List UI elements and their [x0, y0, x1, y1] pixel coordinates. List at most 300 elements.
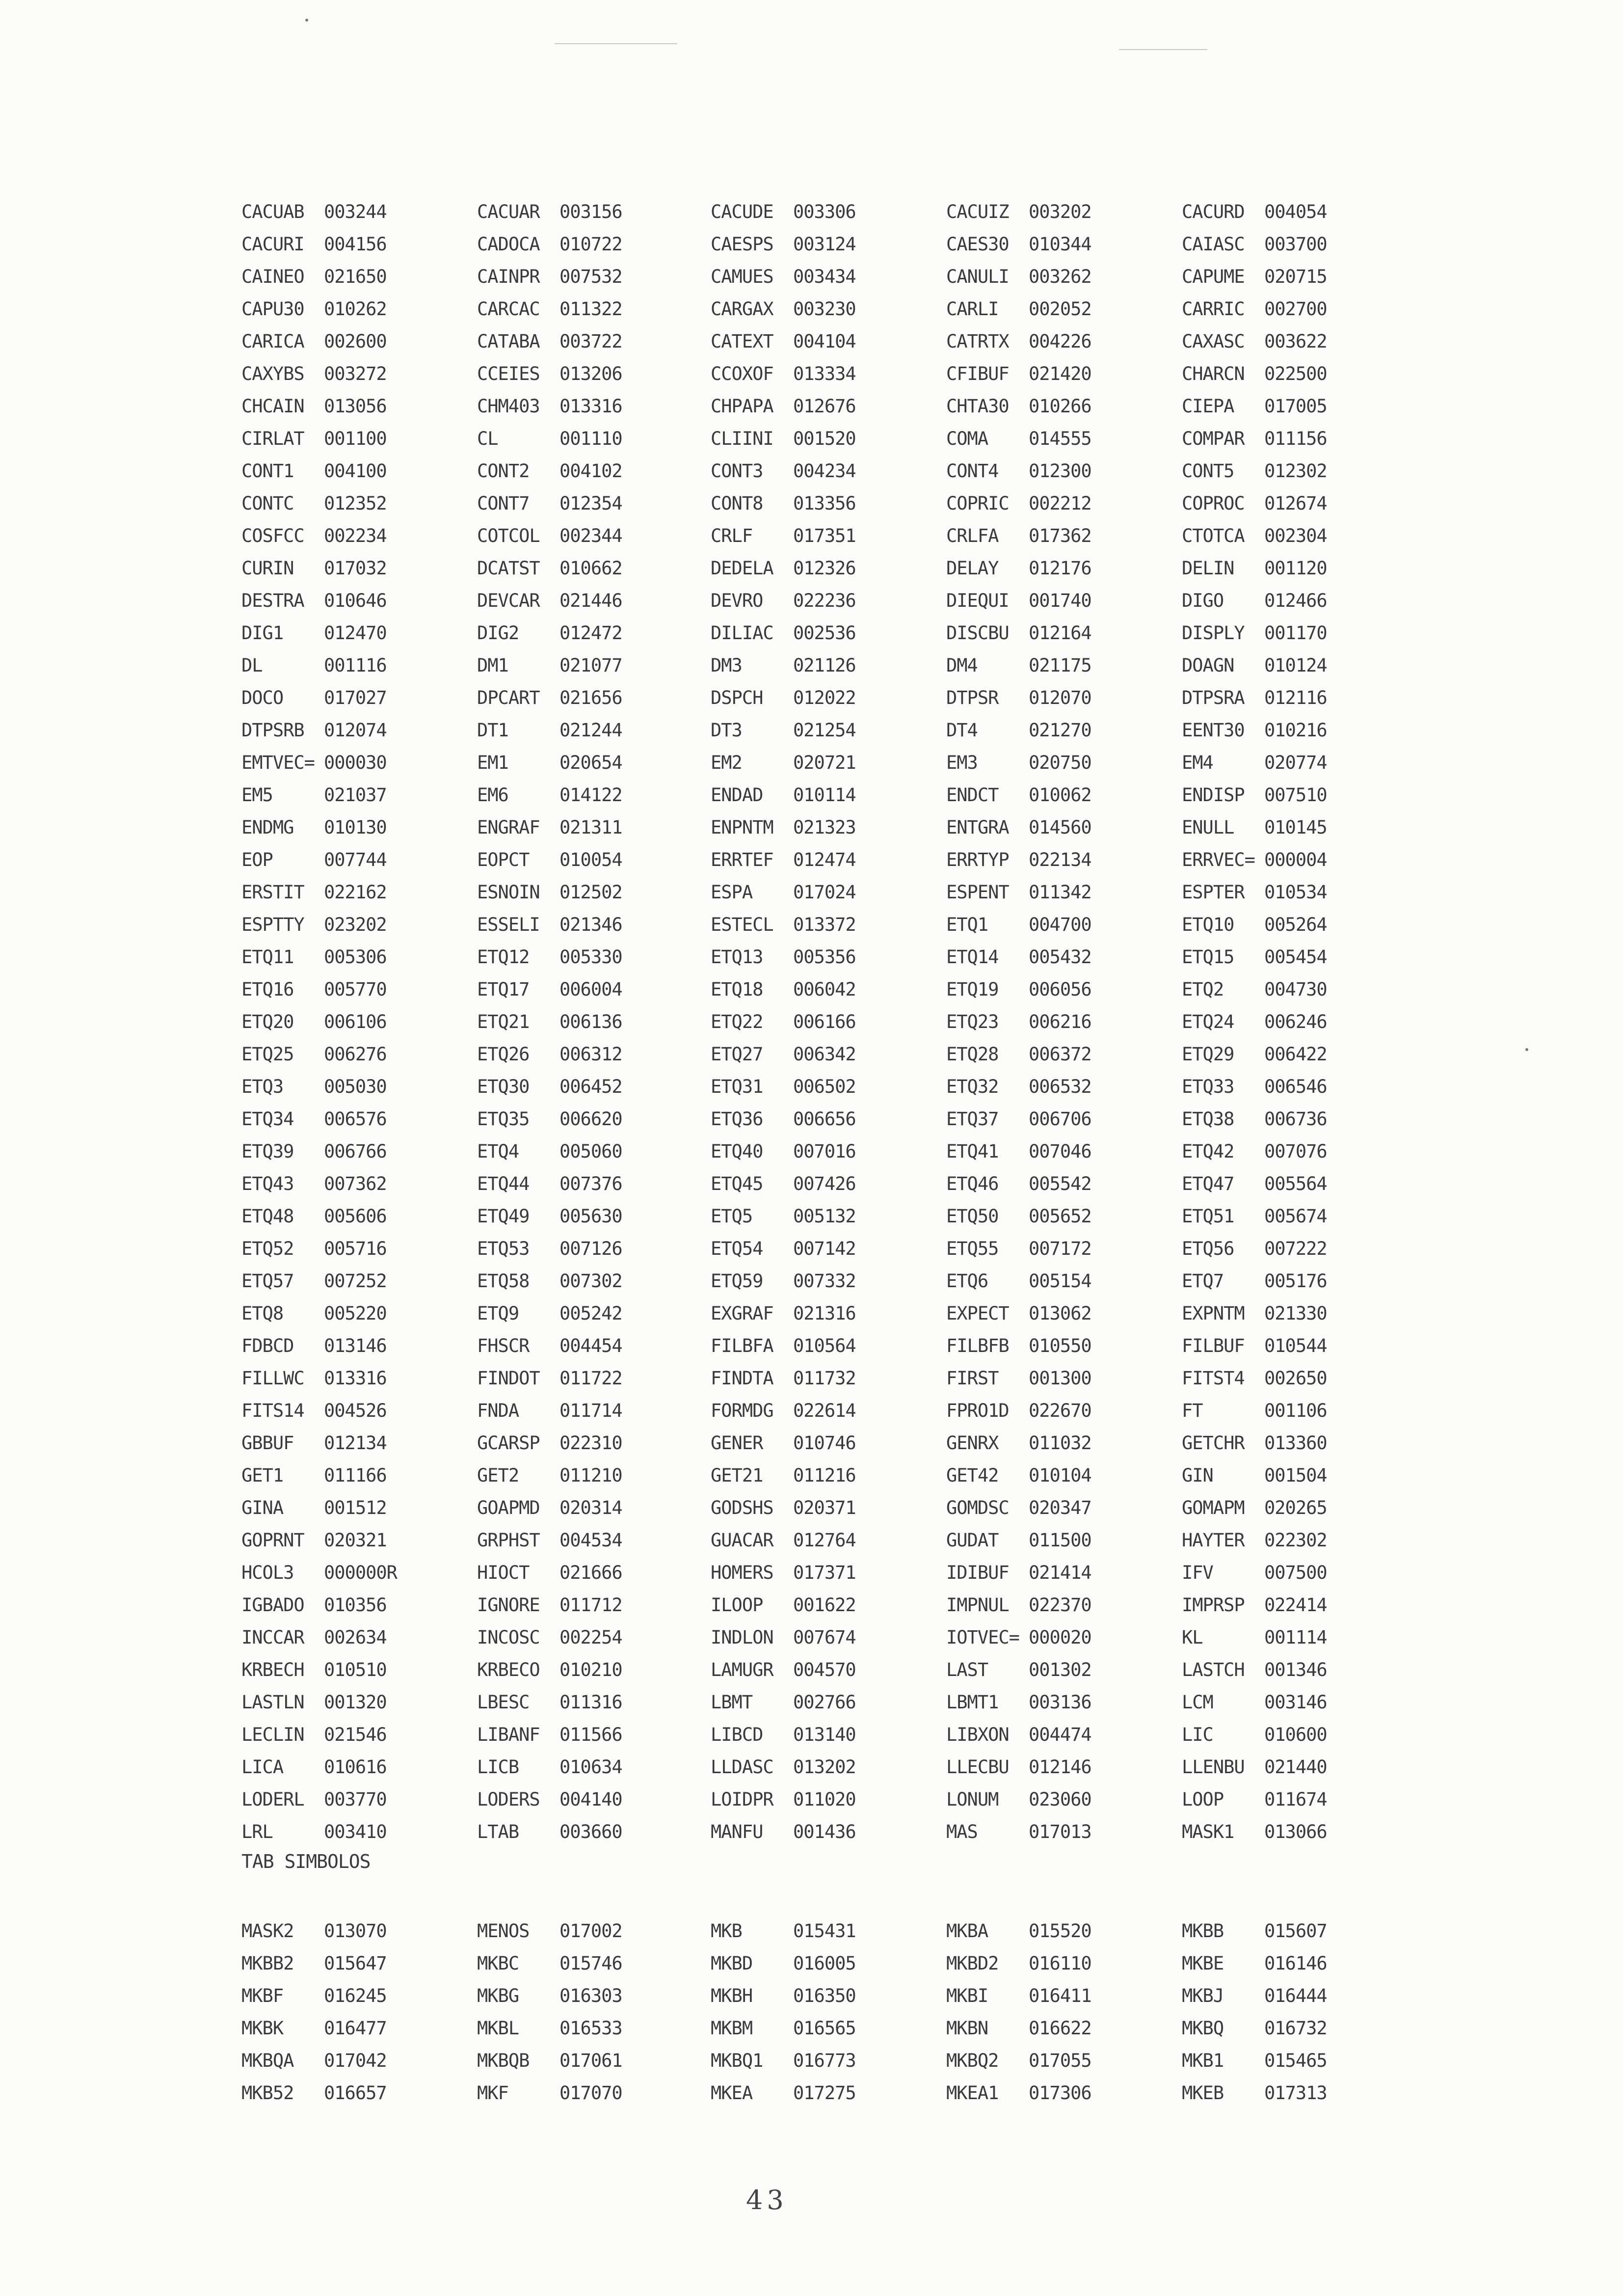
symbol-address: 017362: [1029, 525, 1091, 546]
symbol-name: MASK1: [1182, 1821, 1234, 1842]
symbol-entry: [1182, 1915, 1408, 1947]
symbol-name: CAMUES: [711, 266, 773, 287]
symbol-name: CATEXT: [711, 330, 773, 352]
symbol-entry: [711, 1167, 936, 1200]
symbol-entry: [1182, 1653, 1408, 1686]
symbol-address: 012302: [1264, 460, 1327, 482]
symbol-name: CAESPS: [711, 233, 773, 255]
symbol-name: DISPLY: [1182, 622, 1245, 644]
symbol-entry: [946, 1329, 1172, 1362]
symbol-entry: [711, 973, 936, 1005]
symbol-name: ETQ56: [1182, 1238, 1234, 1259]
symbol-address: 021254: [793, 719, 856, 741]
symbol-name: DTPSRB: [241, 719, 304, 741]
symbol-name: ETQ41: [946, 1140, 999, 1162]
symbol-address: 017005: [1264, 395, 1327, 417]
symbol-address: 006312: [559, 1043, 622, 1065]
symbol-name: CANULI: [946, 266, 1009, 287]
symbol-entry: [241, 941, 467, 973]
symbol-name: ESTECL: [711, 914, 773, 935]
page-number: 43: [746, 2185, 788, 2215]
symbol-address: 013316: [559, 395, 622, 417]
symbol-entry: [241, 779, 467, 811]
symbol-name: ETQ57: [241, 1270, 294, 1292]
symbol-address: 011216: [793, 1464, 856, 1486]
symbol-entry: [711, 1459, 936, 1491]
symbol-column: [946, 1915, 1172, 2109]
symbol-entry: [711, 843, 936, 876]
symbol-name: ETQ51: [1182, 1205, 1234, 1227]
symbol-name: CONT3: [711, 460, 763, 482]
symbol-name: IGBADO: [241, 1594, 304, 1616]
symbol-entry: [477, 1135, 703, 1167]
symbol-entry: [477, 843, 703, 876]
symbol-name: MKBQ1: [711, 2050, 763, 2071]
symbol-address: 017351: [793, 525, 856, 546]
symbol-name: ETQ1: [946, 914, 988, 935]
symbol-address: 013140: [793, 1724, 856, 1745]
symbol-name: FORMDG: [711, 1400, 773, 1421]
symbol-address: 001436: [793, 1821, 856, 1842]
symbol-entry: [711, 293, 936, 325]
symbol-entry: [477, 681, 703, 714]
symbol-name: ETQ49: [477, 1205, 530, 1227]
symbol-name: ETQ10: [1182, 914, 1234, 935]
symbol-address: 005674: [1264, 1205, 1327, 1227]
symbol-address: 010662: [559, 557, 622, 579]
symbol-address: 003272: [324, 363, 387, 384]
symbol-entry: [946, 811, 1172, 843]
symbol-entry: [1182, 908, 1408, 941]
symbol-name: IOTVEC=: [946, 1626, 1019, 1648]
symbol-address: 007426: [793, 1173, 856, 1194]
symbol-entry: [711, 1589, 936, 1621]
symbol-name: COMA: [946, 428, 988, 449]
symbol-address: 006736: [1264, 1108, 1327, 1130]
symbol-address: 006106: [324, 1011, 387, 1032]
symbol-entry: [477, 325, 703, 357]
symbol-entry: [946, 1947, 1172, 1979]
symbol-address: 002234: [324, 525, 387, 546]
symbol-address: 006532: [1029, 1076, 1091, 1097]
symbol-entry: [711, 876, 936, 908]
symbol-entry: [711, 649, 936, 681]
symbol-name: DTPSRA: [1182, 687, 1245, 708]
symbol-name: COSFCC: [241, 525, 304, 546]
symbol-entry: [711, 1621, 936, 1653]
symbol-name: CHM403: [477, 395, 540, 417]
symbol-address: 002700: [1264, 298, 1327, 320]
symbol-entry: [1182, 1427, 1408, 1459]
symbol-address: 016773: [793, 2050, 856, 2071]
symbol-entry: [241, 1556, 467, 1589]
symbol-name: GOAPMD: [477, 1497, 540, 1518]
symbol-name: ESPA: [711, 881, 753, 903]
symbol-name: CARLI: [946, 298, 999, 320]
symbol-address: 001622: [793, 1594, 856, 1616]
symbol-address: 004104: [793, 330, 856, 352]
symbol-address: 016146: [1264, 1952, 1327, 1974]
symbol-address: 023060: [1029, 1788, 1091, 1810]
symbol-entry: [241, 422, 467, 455]
scan-artifact-line: [555, 43, 677, 44]
symbol-address: 012326: [793, 557, 856, 579]
symbol-address: 013316: [324, 1367, 387, 1389]
symbol-name: CIEPA: [1182, 395, 1234, 417]
symbol-address: 001114: [1264, 1626, 1327, 1648]
symbol-entry: [241, 1915, 467, 1947]
symbol-entry: [711, 1329, 936, 1362]
symbol-entry: [1182, 973, 1408, 1005]
symbol-entry: [477, 746, 703, 779]
symbol-entry: [946, 293, 1172, 325]
symbol-entry: [241, 228, 467, 260]
symbol-name: GOMAPM: [1182, 1497, 1245, 1518]
symbol-entry: [477, 1070, 703, 1103]
symbol-entry: [1182, 1265, 1408, 1297]
symbol-address: 010054: [559, 849, 622, 870]
symbol-name: ENULL: [1182, 816, 1234, 838]
symbol-column: [241, 1915, 467, 2109]
symbol-entry: [711, 390, 936, 422]
symbol-entry: [241, 325, 467, 357]
symbol-entry: [1182, 228, 1408, 260]
symbol-entry: [711, 1232, 936, 1265]
symbol-address: 002634: [324, 1626, 387, 1648]
symbol-address: 007172: [1029, 1238, 1091, 1259]
symbol-address: 017275: [793, 2082, 856, 2104]
symbol-name: CONTC: [241, 492, 294, 514]
symbol-entry: [1182, 1589, 1408, 1621]
symbol-entry: [241, 1265, 467, 1297]
symbol-entry: [241, 746, 467, 779]
symbol-address: 016732: [1264, 2017, 1327, 2039]
symbol-address: 003722: [559, 330, 622, 352]
symbol-column: [1182, 1915, 1408, 2109]
symbol-address: 022500: [1264, 363, 1327, 384]
symbol-address: 021311: [559, 816, 622, 838]
symbol-name: MAS: [946, 1821, 978, 1842]
symbol-name: CARGAX: [711, 298, 773, 320]
symbol-address: 006276: [324, 1043, 387, 1065]
symbol-entry: [241, 617, 467, 649]
symbol-address: 017306: [1029, 2082, 1091, 2104]
symbol-name: EM1: [477, 752, 508, 773]
symbol-entry: [241, 1815, 467, 1848]
symbol-address: 020750: [1029, 752, 1091, 773]
symbol-name: CONT7: [477, 492, 530, 514]
symbol-address: 004054: [1264, 201, 1327, 222]
symbol-entry: [241, 1686, 467, 1718]
symbol-column: [241, 195, 467, 1848]
symbol-address: 003146: [1264, 1691, 1327, 1713]
symbol-name: MKBD2: [946, 1952, 999, 1974]
symbol-address: 012674: [1264, 492, 1327, 514]
symbol-name: GOPRNT: [241, 1529, 304, 1551]
symbol-entry: [477, 1815, 703, 1848]
symbol-name: ETQ29: [1182, 1043, 1234, 1065]
symbol-address: 010616: [324, 1756, 387, 1778]
symbol-entry: [477, 1915, 703, 1947]
symbol-address: 017061: [559, 2050, 622, 2071]
symbol-entry: [946, 843, 1172, 876]
symbol-address: 002766: [793, 1691, 856, 1713]
symbol-name: IGNORE: [477, 1594, 540, 1616]
symbol-address: 013206: [559, 363, 622, 384]
symbol-address: 010104: [1029, 1464, 1091, 1486]
symbol-entry: [711, 2077, 936, 2109]
symbol-name: DIEQUI: [946, 590, 1009, 611]
symbol-name: ETQ53: [477, 1238, 530, 1259]
symbol-entry: [241, 357, 467, 390]
symbol-name: ERRVEC=: [1182, 849, 1255, 870]
symbol-entry: [241, 195, 467, 228]
symbol-address: 023202: [324, 914, 387, 935]
symbol-address: 011566: [559, 1724, 622, 1745]
symbol-entry: [1182, 1167, 1408, 1200]
symbol-name: EXPNTM: [1182, 1302, 1245, 1324]
symbol-address: 000030: [324, 752, 387, 773]
symbol-name: HOMERS: [711, 1562, 773, 1583]
symbol-name: IFV: [1182, 1562, 1213, 1583]
symbol-address: 002344: [559, 525, 622, 546]
symbol-name: CHPAPA: [711, 395, 773, 417]
symbol-name: DIG1: [241, 622, 284, 644]
symbol-address: 004454: [559, 1335, 622, 1356]
symbol-name: ETQ34: [241, 1108, 294, 1130]
symbol-address: 010344: [1029, 233, 1091, 255]
symbol-name: LAMUGR: [711, 1659, 773, 1680]
symbol-name: LOIDPR: [711, 1788, 773, 1810]
symbol-name: COPROC: [1182, 492, 1245, 514]
symbol-entry: [477, 1979, 703, 2012]
symbol-name: LCM: [1182, 1691, 1213, 1713]
symbol-address: 014560: [1029, 816, 1091, 838]
symbol-name: MKBB: [1182, 1920, 1224, 1942]
symbol-name: LIBCD: [711, 1724, 763, 1745]
symbol-entry: [477, 584, 703, 617]
symbol-entry: [1182, 1621, 1408, 1653]
symbol-name: MENOS: [477, 1920, 530, 1942]
symbol-entry: [946, 617, 1172, 649]
symbol-name: DELIN: [1182, 557, 1234, 579]
symbol-name: ETQ38: [1182, 1108, 1234, 1130]
symbol-entry: [711, 1005, 936, 1038]
symbol-address: 006620: [559, 1108, 622, 1130]
symbol-name: GIN: [1182, 1464, 1213, 1486]
symbol-entry: [477, 1167, 703, 1200]
symbol-address: 012502: [559, 881, 622, 903]
symbol-entry: [946, 876, 1172, 908]
symbol-name: CAPU30: [241, 298, 304, 320]
symbol-address: 013372: [793, 914, 856, 935]
symbol-entry: [1182, 552, 1408, 584]
symbol-name: FINDOT: [477, 1367, 540, 1389]
symbol-address: 003700: [1264, 233, 1327, 255]
symbol-entry: [241, 455, 467, 487]
symbol-address: 005030: [324, 1076, 387, 1097]
symbol-name: DM4: [946, 654, 978, 676]
symbol-name: CONT2: [477, 460, 530, 482]
symbol-entry: [477, 1524, 703, 1556]
symbol-address: 001520: [793, 428, 856, 449]
symbol-address: 002304: [1264, 525, 1327, 546]
symbol-name: ERRTEF: [711, 849, 773, 870]
symbol-address: 016533: [559, 2017, 622, 2039]
symbol-name: ETQ32: [946, 1076, 999, 1097]
symbol-address: 007744: [324, 849, 387, 870]
symbol-address: 001346: [1264, 1659, 1327, 1680]
symbol-entry: [1182, 422, 1408, 455]
symbol-address: 007252: [324, 1270, 387, 1292]
symbol-entry: [946, 1556, 1172, 1589]
symbol-address: 007016: [793, 1140, 856, 1162]
symbol-entry: [946, 455, 1172, 487]
symbol-entry: [946, 1459, 1172, 1491]
symbol-entry: [946, 1070, 1172, 1103]
symbol-address: 020654: [559, 752, 622, 773]
symbol-column: [946, 195, 1172, 1848]
symbol-address: 011674: [1264, 1788, 1327, 1810]
symbol-entry: [946, 1524, 1172, 1556]
symbol-name: GENER: [711, 1432, 763, 1454]
symbol-name: ENDISP: [1182, 784, 1245, 806]
symbol-entry: [711, 1524, 936, 1556]
symbol-entry: [711, 1427, 936, 1459]
symbol-entry: [1182, 876, 1408, 908]
symbol-name: CACURD: [1182, 201, 1245, 222]
symbol-name: GUACAR: [711, 1529, 773, 1551]
symbol-entry: [1182, 195, 1408, 228]
symbol-address: 005454: [1264, 946, 1327, 968]
symbol-address: 012466: [1264, 590, 1327, 611]
symbol-entry: [1182, 1947, 1408, 1979]
symbol-name: DEVCAR: [477, 590, 540, 611]
symbol-name: EOPCT: [477, 849, 530, 870]
symbol-name: KL: [1182, 1626, 1203, 1648]
symbol-entry: [241, 876, 467, 908]
symbol-name: IMPNUL: [946, 1594, 1009, 1616]
symbol-name: FHSCR: [477, 1335, 530, 1356]
symbol-name: INDLON: [711, 1626, 773, 1648]
symbol-entry: [1182, 1783, 1408, 1815]
symbol-name: MKB: [711, 1920, 742, 1942]
symbol-entry: [711, 1751, 936, 1783]
symbol-entry: [477, 941, 703, 973]
symbol-address: 017027: [324, 687, 387, 708]
symbol-name: CACUIZ: [946, 201, 1009, 222]
symbol-name: CONT4: [946, 460, 999, 482]
symbol-address: 013146: [324, 1335, 387, 1356]
symbol-entry: [241, 811, 467, 843]
symbol-entry: [711, 519, 936, 552]
symbol-entry: [946, 1621, 1172, 1653]
symbol-name: GRPHST: [477, 1529, 540, 1551]
symbol-entry: [946, 1167, 1172, 1200]
symbol-address: 016622: [1029, 2017, 1091, 2039]
symbol-address: 000020: [1029, 1626, 1091, 1648]
symbol-name: LOOP: [1182, 1788, 1224, 1810]
symbol-entry: [477, 1200, 703, 1232]
symbol-name: ETQ17: [477, 978, 530, 1000]
symbol-name: CONT5: [1182, 460, 1234, 482]
symbol-name: ETQ44: [477, 1173, 530, 1194]
symbol-address: 011712: [559, 1594, 622, 1616]
symbol-name: MKBQB: [477, 2050, 530, 2071]
symbol-address: 010356: [324, 1594, 387, 1616]
symbol-name: MANFU: [711, 1821, 763, 1842]
symbol-address: 004234: [793, 460, 856, 482]
symbol-name: CACURI: [241, 233, 304, 255]
symbol-entry: [477, 876, 703, 908]
symbol-name: MKF: [477, 2082, 508, 2104]
symbol-address: 022370: [1029, 1594, 1091, 1616]
symbol-name: ETQ15: [1182, 946, 1234, 968]
symbol-entry: [477, 1751, 703, 1783]
symbol-entry: [241, 1783, 467, 1815]
symbol-entry: [711, 455, 936, 487]
symbol-address: 021546: [324, 1724, 387, 1745]
symbol-address: 010510: [324, 1659, 387, 1680]
symbol-address: 014555: [1029, 428, 1091, 449]
symbol-entry: [477, 1005, 703, 1038]
symbol-name: LAST: [946, 1659, 988, 1680]
symbol-entry: [477, 1265, 703, 1297]
symbol-address: 010216: [1264, 719, 1327, 741]
symbol-name: LRL: [241, 1821, 273, 1842]
symbol-address: 021446: [559, 590, 622, 611]
symbol-entry: [241, 681, 467, 714]
symbol-address: 002650: [1264, 1367, 1327, 1389]
symbol-address: 001320: [324, 1691, 387, 1713]
symbol-entry: [711, 1653, 936, 1686]
symbol-address: 022134: [1029, 849, 1091, 870]
symbol-name: EM5: [241, 784, 273, 806]
symbol-name: EOP: [241, 849, 273, 870]
symbol-address: 021316: [793, 1302, 856, 1324]
symbol-address: 007222: [1264, 1238, 1327, 1259]
symbol-entry: [946, 1362, 1172, 1394]
symbol-address: 005264: [1264, 914, 1327, 935]
symbol-entry: [711, 195, 936, 228]
symbol-address: 005060: [559, 1140, 622, 1162]
symbol-name: LODERS: [477, 1788, 540, 1810]
symbol-address: 004100: [324, 460, 387, 482]
symbol-entry: [477, 2077, 703, 2109]
symbol-entry: [1182, 325, 1408, 357]
symbol-address: 010564: [793, 1335, 856, 1356]
symbol-address: 021414: [1029, 1562, 1091, 1583]
symbol-address: 020265: [1264, 1497, 1327, 1518]
symbol-name: ETQ12: [477, 946, 530, 968]
symbol-address: 006656: [793, 1108, 856, 1130]
symbol-entry: [946, 260, 1172, 293]
symbol-entry: [1182, 1070, 1408, 1103]
symbol-name: ENDCT: [946, 784, 999, 806]
symbol-name: HAYTER: [1182, 1529, 1245, 1551]
symbol-name: COMPAR: [1182, 428, 1245, 449]
symbol-address: 021175: [1029, 654, 1091, 676]
symbol-name: FILBUF: [1182, 1335, 1245, 1356]
symbol-address: 012354: [559, 492, 622, 514]
symbol-address: 021330: [1264, 1302, 1327, 1324]
symbol-name: EENT30: [1182, 719, 1245, 741]
symbol-address: 004102: [559, 460, 622, 482]
symbol-entry: [946, 1718, 1172, 1751]
symbol-name: CURIN: [241, 557, 294, 579]
symbol-entry: [477, 1394, 703, 1427]
symbol-name: DESTRA: [241, 590, 304, 611]
